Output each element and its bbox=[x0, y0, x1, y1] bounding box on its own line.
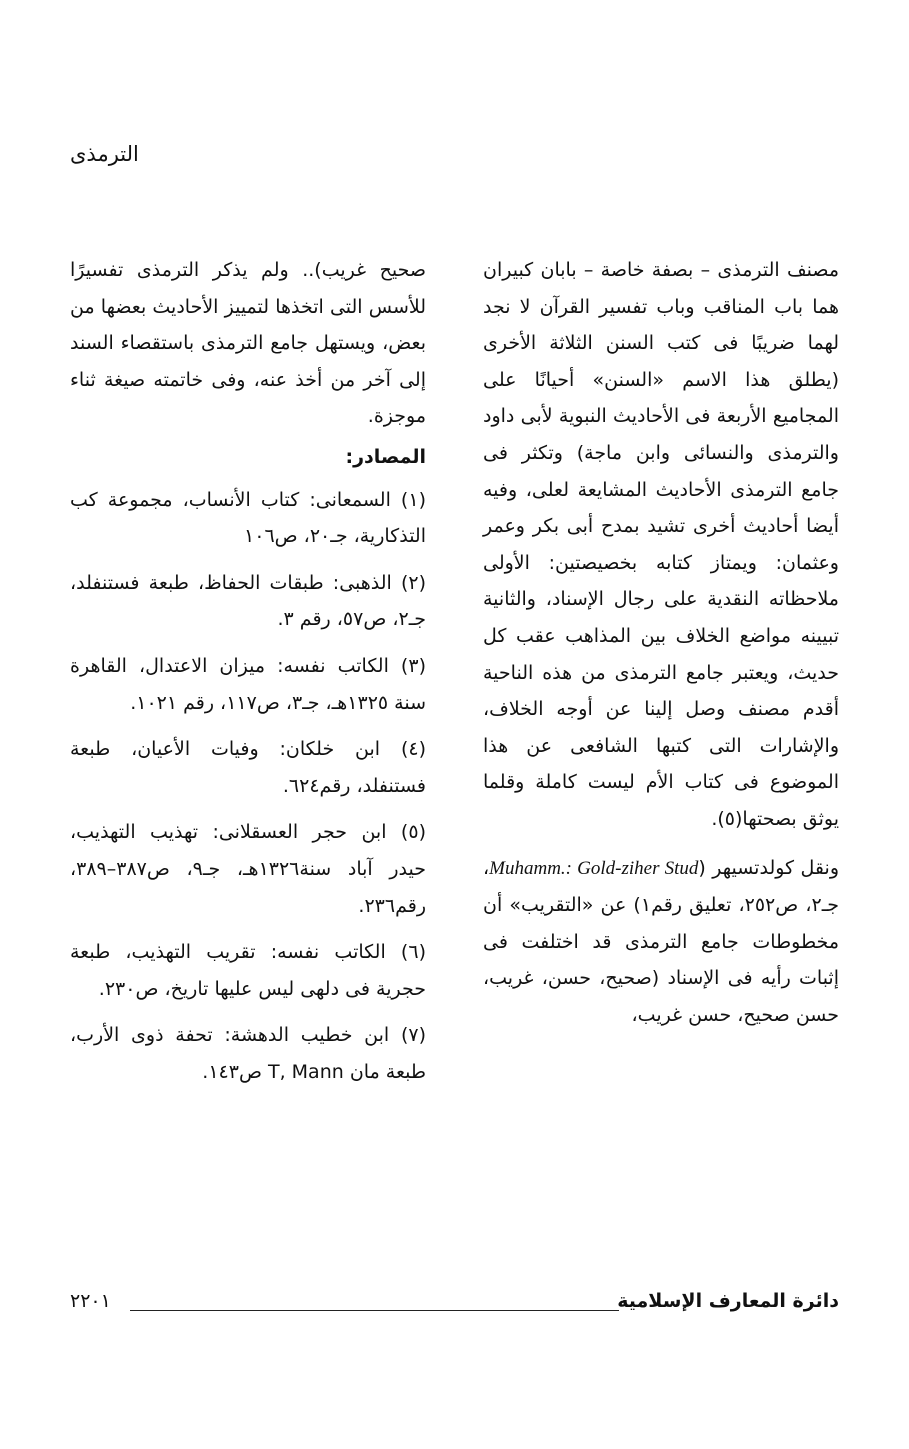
source-entry: (٦) الكاتب نفسه: تقريب التهذيب، طبعة حجرية فى دلهى ليس عليها تاريخ، ص٢٣٠. bbox=[70, 941, 426, 1000]
body-paragraph-goldziher bbox=[483, 850, 839, 1034]
page-number: ٢٢٠١ bbox=[70, 1290, 111, 1312]
source-entry: (٥) ابن حجر العسقلانى: تهذيب التهذيب، حيدر آباد سنة١٣٢٦هـ، جـ٩، ص٣٨٧–٣٨٩، رقم٢٣٦. bbox=[70, 821, 426, 917]
body-paragraph: صحيح غريب).. ولم يذكر الترمذى تفسيرًا للأسس التى اتخذها لتمييز الأحاديث بعضها من بعض، ويستهل جامع الترمذى باستقصاء السند إلى آخر من أخذ عنه، وفى خاتمته صيغة ثناء موجزة. bbox=[70, 259, 426, 428]
body-paragraph: مصنف الترمذى – بصفة خاصة – بابان كبيران هما باب المناقب وباب تفسير القرآن لا نجد لهما ضريبًا فى كتب السنن الثلاثة الأخرى (يطلق هذا الاسم «السنن» أحيانًا على المجاميع الأربعة فى الأحاديث النبوية لأبى داود والترمذى والنسائى وابن ماجة) وتكثر فى جامع الترمذى الأحاديث المشايعة لعلى، وفيه أيضا أحاديث أخرى تشيد بمدح أبى بكر وعمر وعثمان: ويمتاز كتابه بخصيصتين: الأولى ملاحظاته النقدية على رجال الإسناد، والثانية تبيينه مواضع الخلاف بين المذاهب عقب كل حديث، ويعتبر جامع الترمذى من هذه الناحية أقدم مصنف وصل إلينا عن أوجه الخلاف، والإشارات التى كتبها الشافعى عن هذا الموضوع فى كتاب الأم ليست كاملة وقلما يوثق بصحتها(٥). bbox=[483, 259, 839, 830]
sources-heading: المصادر: bbox=[345, 445, 426, 468]
source-entry: (١) السمعانى: كتاب الأنساب، مجموعة كب التذكارية، جـ٢٠، ص١٠٦ bbox=[70, 488, 426, 548]
page-footer bbox=[70, 1290, 839, 1326]
source-entry: (٢) الذهبى: طبقات الحفاظ، طبعة فستنفلد، جـ٢، ص٥٧، رقم ٣. bbox=[70, 571, 426, 631]
latin-citation: Muhamm.: Gold-ziher Stud bbox=[489, 857, 699, 879]
paragraph-text-end: ، جـ٢، ص٢٥٢، تعليق رقم١) عن «التقريب» أن مخطوطات جامع الترمذى قد اختلفت فى إثبات رأيه فى الإسناد (صحيح، حسن، غريب، حسن صحيح، حسن غريب، bbox=[483, 856, 839, 1026]
footer-rule bbox=[130, 1310, 619, 1311]
left-column bbox=[70, 252, 426, 1100]
source-entry: (٣) الكاتب نفسه: ميزان الاعتدال، القاهرة سنة ١٣٢٥هـ، جـ٣، ص١١٧، رقم ١٠٢١. bbox=[70, 654, 426, 714]
running-header: الترمذى bbox=[70, 142, 139, 166]
source-entry: (٤) ابن خلكان: وفيات الأعيان، طبعة فستنفلد، رقم٦٢٤. bbox=[70, 738, 426, 797]
encyclopedia-title: دائرة المعارف الإسلامية bbox=[617, 1290, 839, 1312]
source-entry: (٧) ابن خطيب الدهشة: تحفة ذوى الأرب، طبعة مان T, Mann ص١٤٣. bbox=[70, 1024, 426, 1083]
paragraph-text-start: ونقل كولدتسيهر ( bbox=[698, 856, 840, 879]
right-column bbox=[483, 252, 839, 1033]
